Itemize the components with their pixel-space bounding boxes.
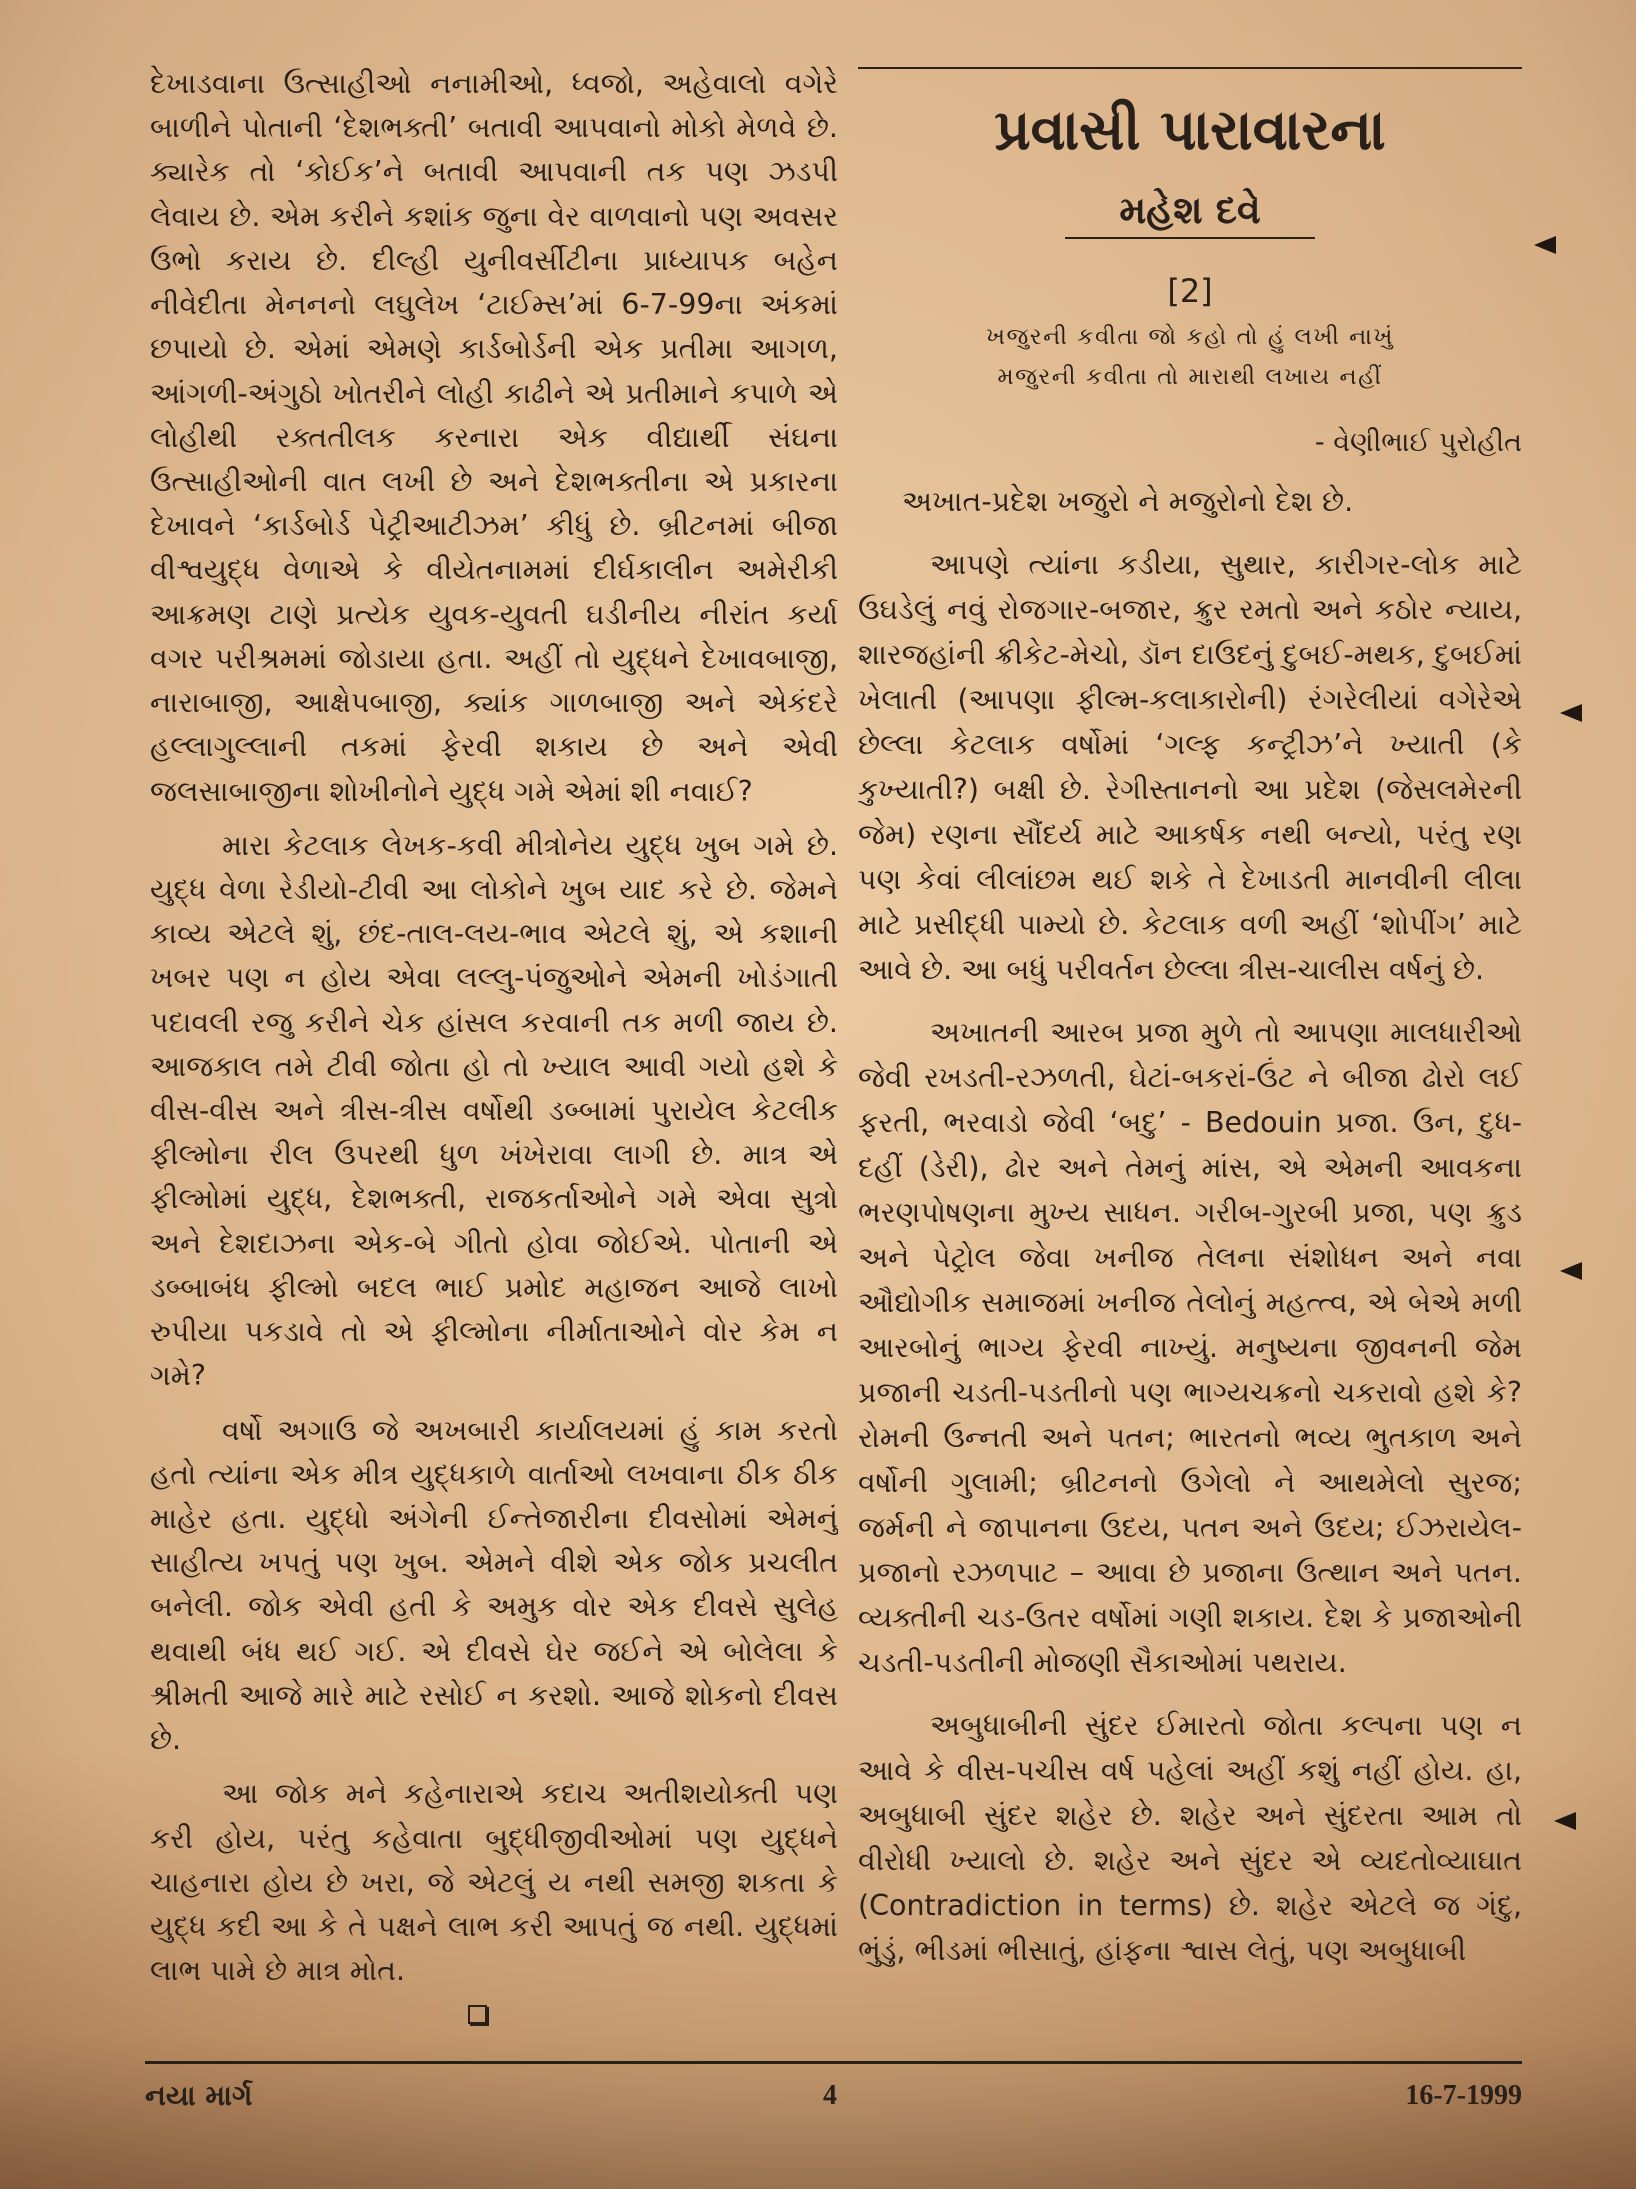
publication-name: નયા માર્ગ xyxy=(145,2079,253,2112)
article-author: મહેશ દવે xyxy=(1119,188,1261,232)
binding-mark xyxy=(1554,1812,1576,1830)
epigraph-line: મજુરની કવીતા તો મારાથી લખાય નહીં xyxy=(997,364,1383,390)
body-paragraph: અખાતની આરબ પ્રજા મુળે તો આપણા માલધારીઓ જેવી રખડતી-રઝળતી, ઘેટાં-બકરાં-ઉંટ ને બીજા ઢોરો લઈ ફરતી, ભરવાડો જેવી ‘બદુ’ - Bedouin પ્રજા. ઉન, દુધ-દહીં (ડેરી), ઢોર અને તેમનું માંસ, એ એમની આવકના ભરણપોષણના મુખ્ય સાધન. ગરીબ-ગુરબી પ્રજા, પણ ક્રુડ અને પેટ્રોલ જેવા ખનીજ તેલના સંશોધન અને નવા ઔદ્યોગીક સમાજમાં ખનીજ તેલોનું મહત્ત્વ, એ બેએ મળી આરબોનું ભાગ્ય ફેરવી નાખ્યું. મનુષ્યના જીવનની જેમ પ્રજાની ચડતી-પડતીનો પણ ભાગ્યચક્રનો ચકરાવો હશે કે? રોમની ઉન્નતી અને પતન; ભારતનો ભવ્ય ભુતકાળ અને વર્ષોની ગુલામી; બ્રીટનનો ઉગેલો ને આથમેલો સુરજ; જર્મની ને જાપાનના ઉદય, પતન અને ઉદય; ઈઝરાયેલ-પ્રજાનો રઝળપાટ – આવા છે પ્રજાના ઉત્થાન અને પતન. વ્યક્તીની ચડ-ઉતર વર્ષોમાં ગણી શકાય. દેશ કે પ્રજાઓની ચડતી-પડતીની મોજણી સૈકાઓમાં પથરાય. xyxy=(858,1016,1522,1679)
epigraph xyxy=(858,317,1522,397)
part-number: [2] xyxy=(1167,272,1213,310)
binding-mark xyxy=(1560,1262,1582,1280)
left-column xyxy=(150,62,838,2047)
body-paragraph: અબુધાબીની સુંદર ઈમારતો જોતા કલ્પના પણ ન આવે કે વીસ-પચીસ વર્ષ પહેલાં અહીં કશું નહીં હોય. હા, અબુધાબી સુંદર શહેર છે. શહેર અને સુંદરતા આમ તો વીરોધી ખ્યાલો છે. શહેર અને સુંદર એ વ્યદતોવ્યાઘાત (Contradiction in terms) છે. શહેર એટલે જ ગંદુ, ભુંડું, ભીડમાં ભીસાતું, હાંફના શ્વાસ લેતું, પણ અબુધાબી xyxy=(858,1709,1522,1967)
body-paragraph: આપણે ત્યાંના કડીયા, સુથાર, કારીગર-લોક માટે ઉઘડેલું નવું રોજગાર-બજાર, ક્રુર રમતો અને કઠોર ન્યાય, શારજહાંની ક્રીકેટ-મેચો, ડૉન દાઉદનું દુબઈ-મથક, દુબઈમાં ખેલાતી (આપણા ફીલ્મ-કલાકારોની) રંગરેલીયાં વગેરેએ છેલ્લા કેટલાક વર્ષોમાં ‘ગલ્ફ કન્ટ્રીઝ’ને ખ્યાતી (કે કુખ્યાતી?) બક્ષી છે. રેગીસ્તાનનો આ પ્રદેશ (જેસલમેરની જેમ) રણના સૌંદર્ય માટે આકર્ષક નથી બન્યો, પરંતુ રણ પણ કેવાં લીલાંછમ થઈ શકે તે દેખાડતી માનવીની લીલા માટે પ્રસીદ્ધી પામ્યો છે. કેટલાક વળી અહીં ‘શોપીંગ’ માટે આવે છે. આ બધું પરીવર્તન છેલ્લા ત્રીસ-ચાલીસ વર્ષનું છે. xyxy=(858,548,1522,986)
body-paragraph: મારા કેટલાક લેખક-કવી મીત્રોનેય યુદ્ધ ખુબ ગમે છે. યુદ્ધ વેળા રેડીયો-ટીવી આ લોકોને ખુબ યાદ કરે છે. જેમને કાવ્ય એટલે શું, છંદ-તાલ-લય-ભાવ એટલે શું, એ કશાની ખબર પણ ન હોય એવા લલ્લુ-પંજુઓને એમની ખોડંગાતી પદાવલી રજુ કરીને ચેક હાંસલ કરવાની તક મળી જાય છે. આજકાલ તમે ટીવી જોતા હો તો ખ્યાલ આવી ગયો હશે કે વીસ-વીસ અને ત્રીસ-ત્રીસ વર્ષોથી ડબ્બામાં પુરાયેલ કેટલીક ફીલ્મોના રીલ ઉપરથી ધુળ ખંખેરાવા લાગી છે. માત્ર એ ફીલ્મોમાં યુદ્ધ, દેશભક્તી, રાજકર્તાઓને ગમે એવા સુત્રો અને દેશદાઝના એક-બે ગીતો હોવા જોઈએ. પોતાની એ ડબ્બાબંધ ફીલ્મો બદલ ભાઈ પ્રમોદ મહાજન આજે લાખો રુપીયા પકડાવે તો એ ફીલ્મોના નીર્માતાઓને વોર કેમ ન ગમે? xyxy=(150,828,838,1393)
body-paragraph: અખાત-પ્રદેશ ખજુરો ને મજુરોનો દેશ છે. xyxy=(902,485,1354,518)
author-underline xyxy=(1065,237,1315,239)
epigraph-attribution: - વેણીભાઈ પુરોહીત xyxy=(1314,427,1522,458)
epigraph-line: ખજુરની કવીતા જો કહો તો હું લખી નાખું xyxy=(986,324,1394,350)
body-paragraph: વર્ષો અગાઉ જે અખબારી કાર્યાલયમાં હું કામ કરતો હતો ત્યાંના એક મીત્ર યુદ્ધકાળે વાર્તાઓ લખવાના ઠીક ઠીક માહેર હતા. યુદ્ધો અંગેની ઈન્તેજારીના દીવસોમાં એમનું સાહીત્ય ખપતું પણ ખુબ. એમને વીશે એક જોક પ્રચલીત બનેલી. જોક એવી હતી કે અમુક વોર એક દીવસે સુલેહ થવાથી બંધ થઈ ગઈ. એ દીવસે ઘેર જઈને એ બોલેલા કે શ્રીમતી આજે મારે માટે રસોઈ ન કરશો. આજે શોકનો દીવસ છે. xyxy=(150,1413,838,1757)
footer-rule xyxy=(145,2061,1522,2064)
article-title: પ્રવાસી પારાવારના xyxy=(994,98,1386,163)
page-number: 4 xyxy=(823,2080,837,2111)
body-paragraph: આ જોક મને કહેનારાએ કદાચ અતીશયોક્તી પણ કરી હોય, પરંતુ કહેવાતા બુદ્ધીજીવીઓમાં પણ યુદ્ધને ચાહનારા હોય છે ખરા, જે એટલું ય નથી સમજી શકતા કે યુદ્ધ કદી આ કે તે પક્ષને લાભ કરી આપતું જ નથી. યુદ્ધમાં લાભ પામે છે માત્ર મોત. xyxy=(150,1777,838,1988)
binding-mark xyxy=(1560,704,1582,722)
issue-date: 16-7-1999 xyxy=(1405,2080,1522,2111)
article-column xyxy=(858,60,1522,2058)
binding-mark xyxy=(1534,236,1556,254)
body-paragraph: દેખાડવાના ઉત્સાહીઓ નનામીઓ, ધ્વજો, અહેવાલો વગેરે બાળીને પોતાની ‘દેશભક્તી’ બતાવી આપવાનો મોકો મેળવે છે. ક્યારેક તો ‘કોઈક’ને બતાવી આપવાની તક પણ ઝડપી લેવાય છે. એમ કરીને કશાંક જુના વેર વાળવાનો પણ અવસર ઉભો કરાય છે. દીલ્હી યુનીવર્સીટીના પ્રાધ્યાપક બહેન નીવેદીતા મેનનનો લઘુલેખ ‘ટાઈમ્સ’માં 6-7-99ના અંકમાં છપાયો છે. એમાં એમણે કાર્ડબોર્ડની એક પ્રતીમા આગળ, આંગળી-અંગુઠો ખોતરીને લોહી કાઢીને એ પ્રતીમાને કપાળે એ લોહીથી રક્તતીલક કરનારા એક વીદ્યાર્થી સંઘના ઉત્સાહીઓની વાત લખી છે અને દેશભક્તીના એ પ્રકારના દેખાવને ‘કાર્ડબોર્ડ પેટ્રીઆટીઝમ’ કીધું છે. બ્રીટનમાં બીજા વીશ્વયુદ્ધ વેળાએ કે વીયેતનામમાં દીર્ઘકાલીન અમેરીકી આક્રમણ ટાણે પ્રત્યેક યુવક-યુવતી ઘડીનીય નીરાંત કર્યા વગર પરીશ્રમમાં જોડાયા હતા. અહીં તો યુદ્ધને દેખાવબાજી, નારાબાજી, આક્ષેપબાજી, ક્યાંક ગાળબાજી અને એકંદરે હલ્લાગુલ્લાની તકમાં ફેરવી શકાય છે અને એવી જલસાબાજીના શોખીનોને યુદ્ધ ગમે એમાં શી નવાઈ? xyxy=(150,67,838,808)
article-body xyxy=(858,479,1522,2058)
end-mark-icon xyxy=(468,2005,487,2024)
header-rule xyxy=(858,67,1522,69)
